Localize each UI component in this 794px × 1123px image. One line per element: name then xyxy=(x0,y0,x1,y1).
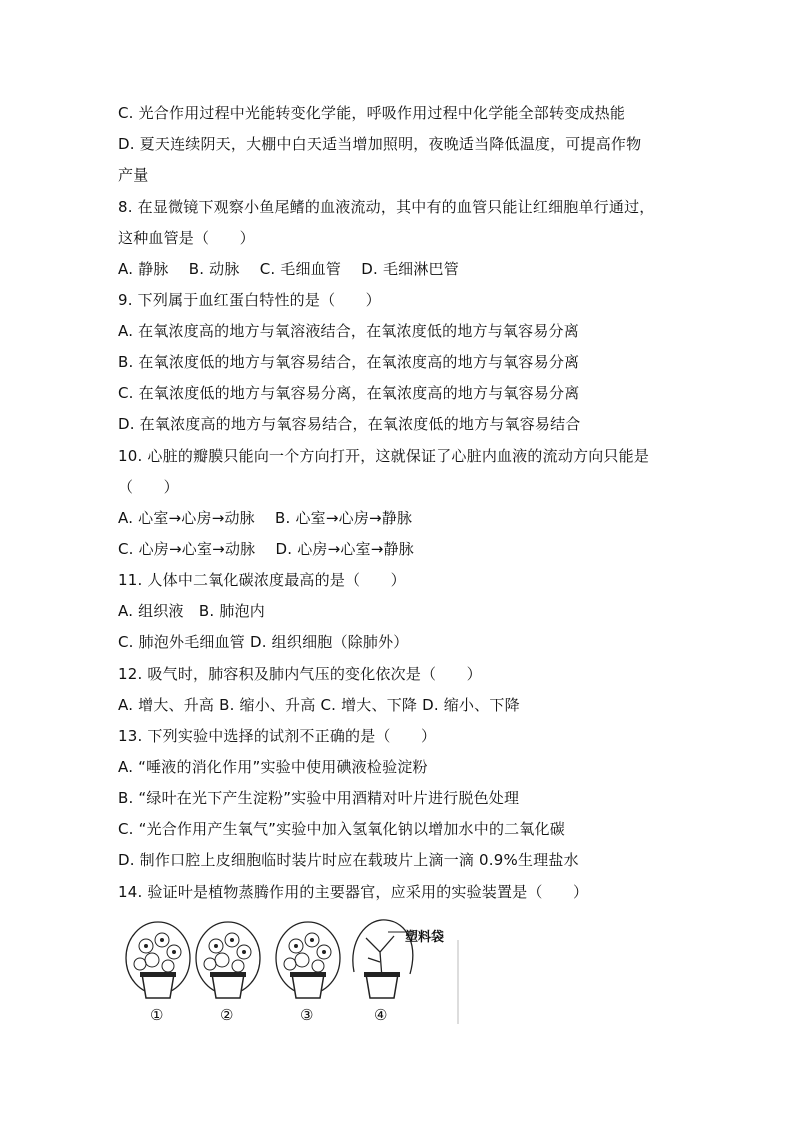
text-line: C. 在氧浓度低的地方与氧容易分离，在氧浓度高的地方与氧容易分离 xyxy=(118,384,580,402)
text-line: 12. 吸气时，肺容积及肺内气压的变化依次是（ ） xyxy=(118,665,482,683)
text-line: C. 心房→心室→动脉 D. 心房→心室→静脉 xyxy=(118,540,414,558)
text-line: 8. 在显微镜下观察小鱼尾鳍的血液流动，其中有的血管只能让红细胞单行通过， xyxy=(118,198,655,216)
text-line: 这种血管是（ ） xyxy=(118,229,255,247)
text-line: B. 在氧浓度低的地方与氧容易结合，在氧浓度高的地方与氧容易分离 xyxy=(118,353,580,371)
plastic-bag-label: 塑料袋 xyxy=(405,930,445,945)
label-pot-2: ② xyxy=(220,1006,234,1024)
text-line: D. 制作口腔上皮细胞临时装片时应在载玻片上滴一滴 0.9%生理盐水 xyxy=(118,851,579,869)
text-line: A. 静脉 B. 动脉 C. 毛细血管 D. 毛细淋巴管 xyxy=(118,260,459,278)
text-line: C. 光合作用过程中光能转变化学能，呼吸作用过程中化学能全部转变成热能 xyxy=(118,104,626,122)
text-line: B. “绿叶在光下产生淀粉”实验中用酒精对叶片进行脱色处理 xyxy=(118,789,520,807)
text-line: （ ） xyxy=(118,478,179,496)
text-line: C. “光合作用产生氧气”实验中加入氢氧化钠以增加水中的二氧化碳 xyxy=(118,820,565,838)
label-pot-4: ④ xyxy=(374,1006,388,1024)
text-line: 9. 下列属于血红蛋白特性的是（ ） xyxy=(118,291,381,309)
text-line: D. 在氧浓度高的地方与氧容易结合，在氧浓度低的地方与氧容易结合 xyxy=(118,415,581,433)
plant-experiment-figure xyxy=(118,912,478,1032)
text-line: 14. 验证叶是植物蒸腾作用的主要器官，应采用的实验装置是（ ） xyxy=(118,883,589,901)
text-line: A. 心室→心房→动脉 B. 心室→心房→静脉 xyxy=(118,509,413,527)
text-line: C. 肺泡外毛细血管 D. 组织细胞（除肺外） xyxy=(118,633,409,651)
pot-4 xyxy=(353,920,413,998)
pot-1 xyxy=(126,922,190,998)
text-line: D. 夏天连续阴天，大棚中白天适当增加照明，夜晚适当降低温度，可提高作物 xyxy=(118,135,642,153)
text-line: A. 在氧浓度高的地方与氧溶液结合，在氧浓度低的地方与氧容易分离 xyxy=(118,322,579,340)
text-line: 产量 xyxy=(118,166,149,184)
text-line: A. 增大、升高 B. 缩小、升高 C. 增大、下降 D. 缩小、下降 xyxy=(118,696,520,714)
label-pot-3: ③ xyxy=(300,1006,314,1024)
text-line: 13. 下列实验中选择的试剂不正确的是（ ） xyxy=(118,727,437,745)
label-pot-1: ① xyxy=(150,1006,164,1024)
text-line: 11. 人体中二氧化碳浓度最高的是（ ） xyxy=(118,571,406,589)
text-line: 10. 心脏的瓣膜只能向一个方向打开，这就保证了心脏内血液的流动方向只能是 xyxy=(118,447,650,465)
text-line: A. “唾液的消化作用”实验中使用碘液检验淀粉 xyxy=(118,758,428,776)
text-line: A. 组织液 B. 肺泡内 xyxy=(118,602,265,620)
pot-3 xyxy=(276,922,340,998)
pot-2 xyxy=(196,922,260,998)
